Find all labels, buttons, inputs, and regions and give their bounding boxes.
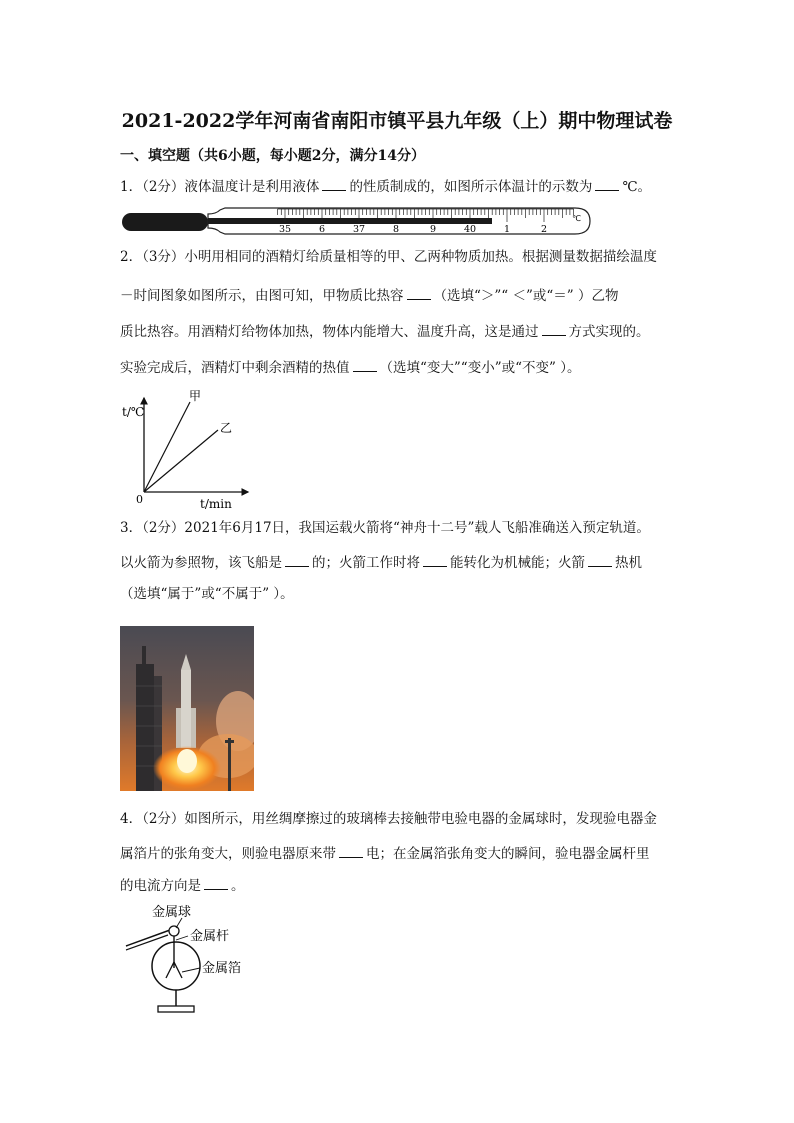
q2-text-a: －时间图象如图所示，由图可知，甲物质比热容 xyxy=(120,288,404,304)
scale-tick-label: 6 xyxy=(318,224,326,235)
graph-origin: 0 xyxy=(136,493,143,506)
mercury-column xyxy=(208,218,492,224)
graph-label-jia: 甲 xyxy=(189,389,202,403)
thermometer-unit: ℃ xyxy=(572,214,581,223)
q2-blank-2 xyxy=(542,323,566,336)
q4-text-d: 。 xyxy=(231,878,245,894)
metal-foil-left xyxy=(166,962,174,978)
glass-rod-edge xyxy=(126,935,168,950)
q1-text-c: ℃。 xyxy=(622,179,652,195)
label-metal-foil: 金属箔 xyxy=(202,961,242,976)
line-jia xyxy=(144,402,190,492)
q3-blank-2 xyxy=(423,554,447,567)
line-yi xyxy=(144,430,218,492)
q4-line-3 xyxy=(120,877,245,894)
q4-line-2 xyxy=(120,845,650,862)
metal-foil-right xyxy=(174,962,182,978)
electroscope-figure xyxy=(120,900,260,1022)
scale-tick-label: 1 xyxy=(503,224,511,235)
q2-line-3 xyxy=(120,323,650,340)
q1-blank-1 xyxy=(322,178,346,191)
section-heading: 一、填空题（共6小题，每小题2分，满分14分） xyxy=(120,148,425,164)
scale-tick-label: 9 xyxy=(429,224,437,235)
q4-line-1: 4．（2分）如图所示，用丝绸摩擦过的玻璃棒去接触带电验电器的金属球时，发现验电器金 xyxy=(120,811,657,827)
scale-tick-label: 2 xyxy=(540,224,548,235)
leader-foil xyxy=(182,968,200,972)
q3-line-3: （选填“属于”或“不属于” ）。 xyxy=(120,586,294,602)
q4-text-a: 属箔片的张角变大，则验电器原来带 xyxy=(120,846,336,862)
rocket-booster-right xyxy=(191,708,196,748)
q2-line-4 xyxy=(120,359,580,376)
q2-text-f: （选填“变大”“变小”或“不变” ）。 xyxy=(379,360,581,376)
q2-line-1: 2．（3分）小明用相同的酒精灯给质量相等的甲、乙两种物质加热。根据测量数据描绘温度 xyxy=(120,249,657,265)
tower-mast xyxy=(142,646,146,668)
q2-line-2 xyxy=(120,287,619,304)
exhaust-core xyxy=(177,749,197,773)
label-metal-ball: 金属球 xyxy=(152,905,192,920)
rocket-launch-photo xyxy=(120,626,254,791)
q3-line-2 xyxy=(120,554,642,571)
thermometer-bulb xyxy=(122,213,208,231)
scale-tick-label: 8 xyxy=(392,224,400,235)
q2-text-c: 质比热容。用酒精灯给物体加热，物体内能增大、温度升高，这是通过 xyxy=(120,324,539,340)
leader-rod xyxy=(176,936,188,940)
graph-label-yi: 乙 xyxy=(220,421,233,435)
q4-text-c: 的电流方向是 xyxy=(120,878,201,894)
page-title: 2021-2022学年河南省南阳市镇平县九年级（上）期中物理试卷 xyxy=(121,110,673,132)
q2-blank-1 xyxy=(407,287,431,300)
question-1 xyxy=(120,178,651,195)
temperature-time-graph xyxy=(120,388,260,513)
q1-text-b: 的性质制成的，如图所示体温计的示数为 xyxy=(349,179,593,195)
metal-ball xyxy=(169,926,179,936)
graph-xlabel: t/min xyxy=(200,497,232,511)
q3-blank-1 xyxy=(285,554,309,567)
glass-rod xyxy=(126,930,170,946)
q3-text-c: 能转化为机械能；火箭 xyxy=(450,555,585,571)
q3-blank-3 xyxy=(588,554,612,567)
q4-text-b: 电；在金属箔张角变大的瞬间，验电器金属杆里 xyxy=(366,846,650,862)
q4-blank-1 xyxy=(339,845,363,858)
lightning-rod xyxy=(228,738,231,791)
q2-blank-3 xyxy=(353,359,377,372)
rocket-booster-left xyxy=(176,708,181,748)
scale-tick-label: 40 xyxy=(463,224,477,235)
launch-tower xyxy=(136,664,154,791)
rocket-body xyxy=(181,670,191,748)
graph-ylabel: t/℃ xyxy=(122,405,145,419)
q2-text-e: 实验完成后，酒精灯中剩余酒精的热值 xyxy=(120,360,350,376)
q3-text-d: 热机 xyxy=(615,555,642,571)
scale-tick-label: 35 xyxy=(278,224,292,235)
q3-text-a: 以火箭为参照物，该飞船是 xyxy=(120,555,282,571)
q4-blank-2 xyxy=(204,877,228,890)
q2-text-d: 方式实现的。 xyxy=(568,324,650,340)
q3-text-b: 的；火箭工作时将 xyxy=(312,555,420,571)
label-metal-rod: 金属杆 xyxy=(190,929,230,944)
lightning-rod-top xyxy=(225,740,234,743)
q1-blank-2 xyxy=(595,178,619,191)
q2-text-b: （选填“＞”“ ＜”或“＝” ）乙物 xyxy=(433,288,619,304)
scale-tick-label: 37 xyxy=(352,224,366,235)
stand-base xyxy=(158,1006,194,1012)
thermometer-figure xyxy=(120,200,600,240)
q1-text-a: 1．（2分）液体温度计是利用液体 xyxy=(120,179,320,195)
q3-line-1: 3．（2分）2021年6月17日，我国运载火箭将“神舟十二号”载人飞船准确送入预定轨道。 xyxy=(120,520,650,536)
